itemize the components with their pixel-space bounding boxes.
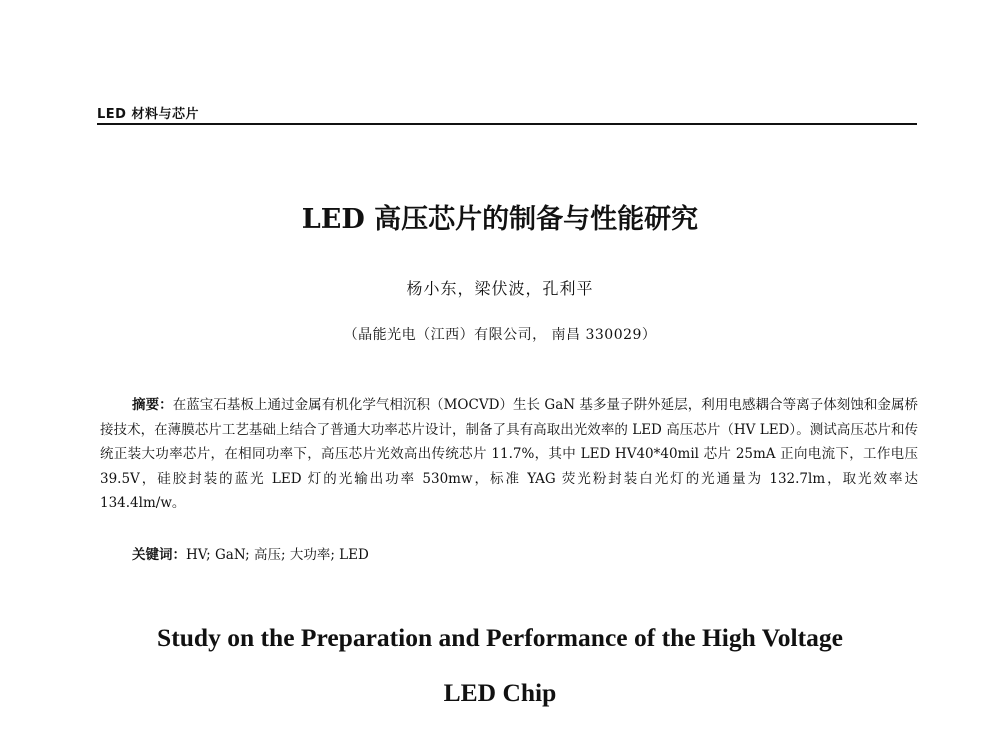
chinese-title: LED 高压芯片的制备与性能研究 xyxy=(301,204,699,235)
abstract-label: 摘要： xyxy=(132,397,173,413)
english-title xyxy=(0,610,1000,720)
english-title-line-1: Study on the Preparation and Performance of the High Voltage xyxy=(157,623,843,652)
abstract xyxy=(100,393,918,516)
keywords-text: HV; GaN; 高压; 大功率; LED xyxy=(186,547,369,563)
abstract-text: 在蓝宝石基板上通过金属有机化学气相沉积（MOCVD）生长 GaN 基多量子阱外延层，利用电感耦合等离子体刻蚀和金属桥接技术，在薄膜芯片工艺基础上结合了普通大功率芯片设计，制备了具有高取出光效率的 LED 高压芯片（HV LED）。测试高压芯片和传统正装大功率芯片，在相同功率下，高压芯片光效高出传统芯片 11.7%，其中 LED HV40*40mil 芯片 25mA 正向电流下，工作电压 39.5V，硅胶封装的蓝光 LED 灯的光输出功率 530mw，标准 YAG 荧光粉封装白光灯的光通量为 132.7lm，取光效率达 134.4lm/w。 xyxy=(100,397,918,511)
section-label: LED 材料与芯片 xyxy=(97,107,199,122)
affiliation: （晶能光电（江西）有限公司， 南昌 330029） xyxy=(343,327,657,343)
header-rule xyxy=(97,123,917,125)
keywords xyxy=(132,543,369,563)
english-title-line-2: LED Chip xyxy=(443,678,557,707)
authors: 杨小东，梁伏波，孔利平 xyxy=(406,279,594,298)
keywords-label: 关键词： xyxy=(132,547,186,563)
